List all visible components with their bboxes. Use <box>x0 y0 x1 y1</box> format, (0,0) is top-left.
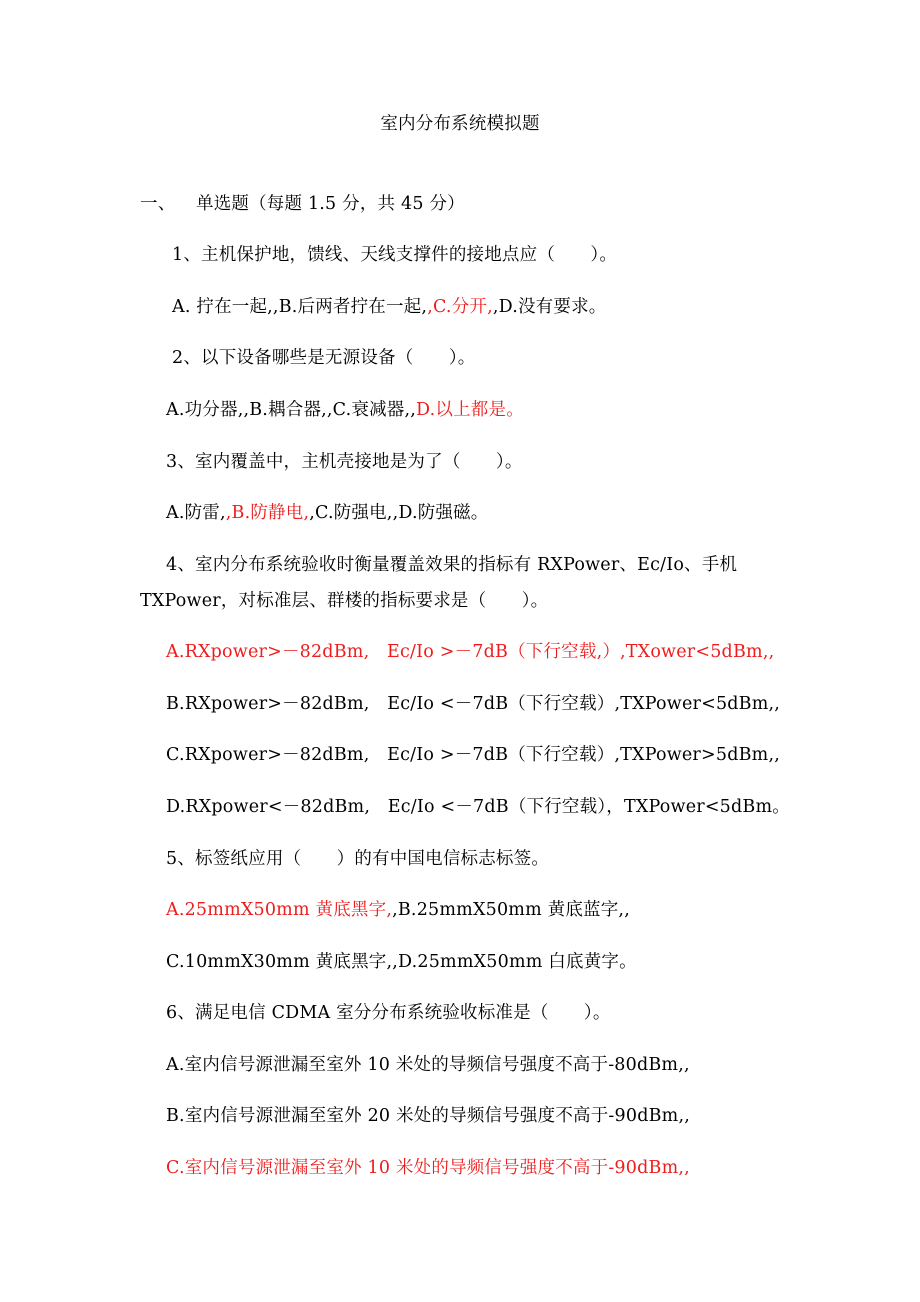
question-3-option-text-rest: ,C.防强电,,D.防强磁。 <box>309 503 489 523</box>
question-4-option-d: D.RXpower<－82dBm, Ec/Io <－7dB（下行空载），TXPower<5dBm。 <box>166 797 790 817</box>
question-4-stem-line-2: TXPower，对标准层、群楼的指标要求是（ ）。 <box>140 591 549 611</box>
document-title: 室内分布系统模拟题 <box>380 114 540 134</box>
question-2-options <box>166 398 524 422</box>
question-4-stem-line-1: 4、室内分布系统验收时衡量覆盖效果的指标有 RXPower、Ec/Io、手机 <box>166 555 738 575</box>
question-4-option-b: B.RXpower>－82dBm, Ec/Io <－7dB（下行空载）,TXPower<5dBm,, <box>166 694 781 714</box>
question-5-stem: 5、标签纸应用（ ）的有中国电信标志标签。 <box>166 849 550 869</box>
question-6-option-a: A.室内信号源泄漏至室外 10 米处的导频信号强度不高于-80dBm,, <box>166 1055 690 1075</box>
question-3-options <box>166 501 489 525</box>
question-2-answer: D.以上都是。 <box>416 400 524 420</box>
question-6-answer: C.室内信号源泄漏至室外 10 米处的导频信号强度不高于-90dBm,, <box>166 1158 690 1178</box>
question-1-stem: 1、主机保护地，馈线、天线支撑件的接地点应（ ）。 <box>172 245 618 265</box>
question-1-option-text-rest: ,D.没有要求。 <box>492 297 607 317</box>
section-heading: 单选题（每题 1.5 分，共 45 分） <box>196 194 465 214</box>
question-2-option-text: A.功分器,,B.耦合器,,C.衰减器,, <box>166 400 417 420</box>
question-6-stem: 6、满足电信 CDMA 室分分布系统验收标准是（ ）。 <box>166 1003 611 1023</box>
question-1-answer: ,C.分开, <box>427 297 493 317</box>
question-4-option-c: C.RXpower>－82dBm, Ec/Io >－7dB（下行空载）,TXPower>5dBm,, <box>166 745 780 765</box>
question-1-options <box>172 295 606 319</box>
question-3-option-text: A.防雷, <box>166 503 226 523</box>
question-5-answer: A.25mmX50mm 黄底黑字, <box>166 900 393 920</box>
question-6-option-b: B.室内信号源泄漏至室外 20 米处的导频信号强度不高于-90dBm,, <box>166 1106 690 1126</box>
question-5-options <box>166 898 630 922</box>
question-3-answer: ,B.防静电, <box>225 503 310 523</box>
question-1-option-text: A. 拧在一起,,B.后两者拧在一起, <box>172 297 428 317</box>
question-4-answer: A.RXpower>－82dBm, Ec/Io >－7dB（下行空载,）,TXower<5dBm,, <box>166 642 775 662</box>
section-number: 一、 <box>140 194 176 214</box>
question-5-option-text: ,B.25mmX50mm 黄底蓝字,, <box>392 900 630 920</box>
question-2-stem: 2、以下设备哪些是无源设备（ ）。 <box>172 348 476 368</box>
question-3-stem: 3、室内覆盖中，主机壳接地是为了（ ）。 <box>166 452 523 472</box>
question-5-options-line-2: C.10mmX30mm 黄底黑字,,D.25mmX50mm 白底黄字。 <box>166 952 637 972</box>
